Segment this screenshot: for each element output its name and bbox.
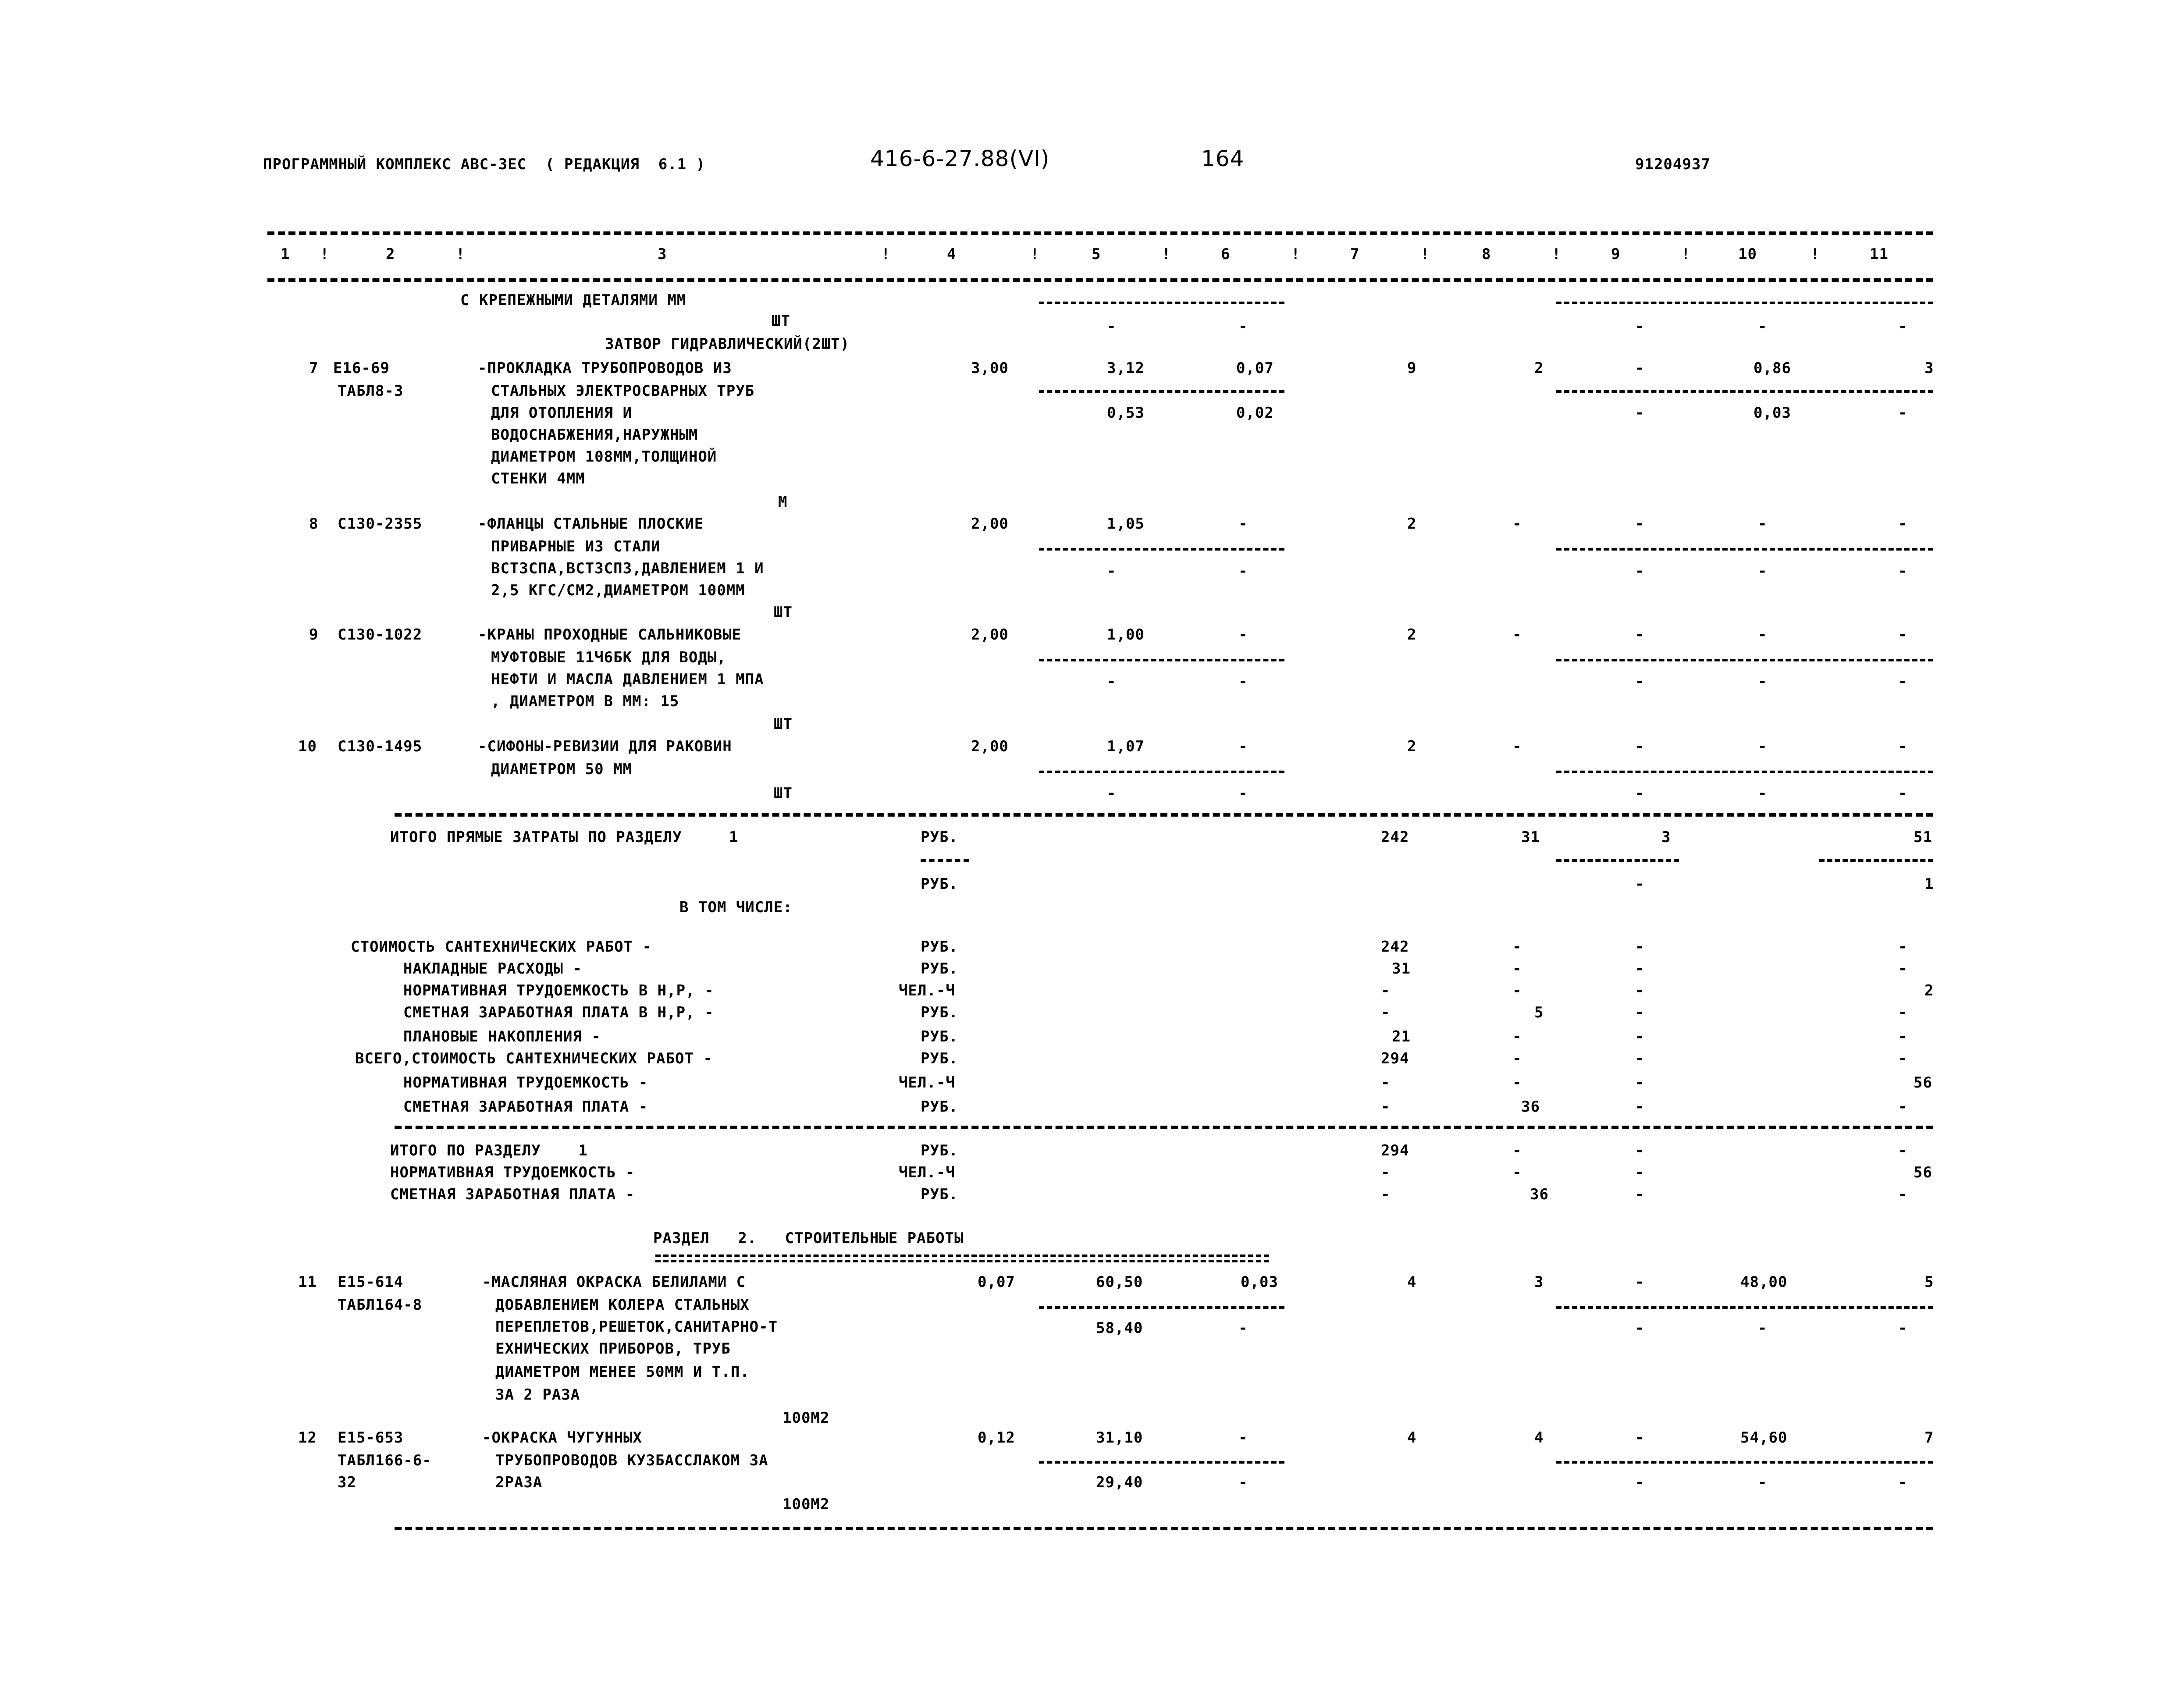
cell-c9b: - <box>1635 318 1645 335</box>
cell-c5: 3,12 <box>1107 359 1145 377</box>
breakdown-c7: 294 <box>1381 1050 1409 1067</box>
cell-c7: 2 <box>1407 738 1417 755</box>
col-num: 3 <box>658 245 667 263</box>
cell-c5: 1,00 <box>1107 626 1145 643</box>
sectotal-c8: - <box>1512 1142 1522 1159</box>
desc-line: -ПРОКЛАДКА ТРУБОПРОВОДОВ ИЗ <box>478 359 732 377</box>
col-sep: ! <box>1681 245 1691 263</box>
breakdown-label: СМЕТНАЯ ЗАРАБОТНАЯ ПЛАТА В Н,Р, - <box>403 1004 714 1021</box>
cell-c11b: - <box>1898 1474 1908 1491</box>
cell-c9: - <box>1635 738 1645 755</box>
cell-c6b: - <box>1238 1474 1248 1491</box>
breakdown-label: СТОИМОСТЬ САНТЕХНИЧЕСКИХ РАБОТ - <box>351 938 652 956</box>
sectotal-c11: 56 <box>1914 1164 1932 1181</box>
breakdown-unit: РУБ. <box>921 1050 958 1067</box>
desc-line: ПЕРЕПЛЕТОВ,РЕШЕТОК,САНИТАРНО-Т <box>495 1318 778 1336</box>
cell-c9b: - <box>1635 1319 1645 1337</box>
cell-rule <box>1819 859 1933 862</box>
cell-rule <box>1556 1461 1933 1464</box>
cell-rule <box>1556 390 1933 393</box>
cell-c11: - <box>1898 626 1908 643</box>
desc-line: 100М2 <box>783 1409 830 1427</box>
cell-c5: 1,05 <box>1107 515 1145 533</box>
breakdown-c9: - <box>1635 1098 1645 1116</box>
cell-rule <box>1556 1306 1933 1309</box>
program-header: ПРОГРАММНЫЙ КОМПЛЕКС АВС-3ЕС ( РЕДАКЦИЯ 6.1 ) <box>263 156 706 173</box>
cell-rule <box>1556 302 1933 304</box>
row-code-table: 32 <box>338 1474 356 1491</box>
breakdown-label: НОРМАТИВНАЯ ТРУДОЕМКОСТЬ - <box>403 1074 648 1091</box>
cell-c6b: - <box>1238 673 1248 690</box>
cell-c7: 4 <box>1407 1273 1417 1291</box>
cell-c9b: - <box>1635 562 1645 580</box>
desc-line: ШТ <box>772 312 790 330</box>
breakdown-label: НОРМАТИВНАЯ ТРУДОЕМКОСТЬ В Н,Р, - <box>403 982 714 999</box>
breakdown-c9: - <box>1635 1074 1645 1091</box>
total-c11: 51 <box>1914 828 1932 846</box>
cell-rule <box>1039 1461 1284 1464</box>
cell-rule <box>1556 771 1933 773</box>
cell-rule <box>1556 548 1933 551</box>
cell-qty: 2,00 <box>971 515 1009 533</box>
desc-line: СТАЛЬНЫХ ЭЛЕКТРОСВАРНЫХ ТРУБ <box>491 382 755 400</box>
cell-c6b: - <box>1238 562 1248 580</box>
col-num: 1 <box>281 245 290 263</box>
breakdown-unit: РУБ. <box>921 1004 958 1021</box>
cell-c6: 0,03 <box>1241 1273 1278 1291</box>
col-sep: ! <box>1162 245 1171 263</box>
cell-c6: - <box>1238 626 1248 643</box>
cell-c11b: - <box>1898 1319 1908 1337</box>
desc-line: -КРАНЫ ПРОХОДНЫЕ САЛЬНИКОВЫЕ <box>478 626 742 643</box>
total-c9: 3 <box>1661 828 1671 846</box>
cell-rule <box>1039 390 1284 393</box>
desc-line: ДИАМЕТРОМ МЕНЕЕ 50ММ И Т.П. <box>495 1363 750 1381</box>
breakdown-unit: РУБ. <box>921 938 958 956</box>
sectotal-label: ИТОГО ПО РАЗДЕЛУ 1 <box>390 1142 588 1159</box>
cell-c8: - <box>1512 515 1522 533</box>
cell-c7: 2 <box>1407 626 1417 643</box>
desc-line: 2,5 КГС/СМ2,ДИАМЕТРОМ 100ММ <box>491 582 745 599</box>
cell-c10b: - <box>1758 318 1768 335</box>
cell-qty: 3,00 <box>971 359 1009 377</box>
sectotal-unit: ЧЕЛ.-Ч <box>899 1164 955 1181</box>
cell-c11b: - <box>1898 404 1908 422</box>
cell-c6b: 0,02 <box>1236 404 1274 422</box>
cell-c7: 4 <box>1407 1429 1417 1446</box>
row-num: 9 <box>309 626 319 643</box>
desc-line: ЕХНИЧЕСКИХ ПРИБОРОВ, ТРУБ <box>495 1340 731 1358</box>
section-total-rule <box>395 1126 1933 1129</box>
cell-c6: - <box>1238 1429 1248 1446</box>
breakdown-c8: - <box>1512 982 1522 999</box>
breakdown-c7: 242 <box>1381 938 1409 956</box>
row-code: Е15-653 <box>338 1429 404 1446</box>
breakdown-label: ВСЕГО,СТОИМОСТЬ САНТЕХНИЧЕСКИХ РАБОТ - <box>355 1050 713 1067</box>
col-sep: ! <box>320 245 330 263</box>
cell-c10: - <box>1758 626 1768 643</box>
total-c8: 31 <box>1521 828 1540 846</box>
desc-line: ВОДОСНАБЖЕНИЯ,НАРУЖНЫМ <box>491 426 698 444</box>
sectotal-unit: РУБ. <box>921 1186 958 1203</box>
breakdown-c7: 21 <box>1392 1028 1411 1045</box>
breakdown-label: ПЛАНОВЫЕ НАКОПЛЕНИЯ - <box>403 1028 601 1045</box>
cell-c9: - <box>1635 515 1645 533</box>
handwritten-code: 416-6-27.88(VI) <box>870 146 1050 171</box>
breakdown-c11: - <box>1898 1098 1908 1116</box>
breakdown-c11: 56 <box>1914 1074 1932 1091</box>
desc-line: ШТ <box>774 785 793 802</box>
cell-c11b: - <box>1898 673 1908 690</box>
desc-line: М <box>778 493 788 511</box>
total-c7: 242 <box>1381 828 1409 846</box>
desc-line: ДИАМЕТРОМ 108ММ,ТОЛЩИНОЙ <box>491 448 717 466</box>
cell-qty: 0,12 <box>978 1429 1015 1446</box>
breakdown-label: НАКЛАДНЫЕ РАСХОДЫ - <box>403 960 582 977</box>
cell-c11b: - <box>1898 318 1908 335</box>
desc-line: -ОКРАСКА ЧУГУННЫХ <box>482 1429 642 1446</box>
desc-line: -МАСЛЯНАЯ ОКРАСКА БЕЛИЛАМИ С <box>482 1273 746 1291</box>
breakdown-c7: - <box>1381 1098 1391 1116</box>
cell-c5b: 58,40 <box>1096 1319 1143 1337</box>
cell-c10b: 0,03 <box>1754 404 1791 422</box>
cell-c9b: - <box>1635 785 1645 802</box>
desc-line: ПРИВАРНЫЕ ИЗ СТАЛИ <box>491 538 661 555</box>
cell-c9b: - <box>1635 673 1645 690</box>
cell-c9: - <box>1635 626 1645 643</box>
breakdown-unit: РУБ. <box>921 960 958 977</box>
row-code-table: ТАБЛ164-8 <box>338 1296 423 1314</box>
cell-rule <box>1039 659 1284 661</box>
section-title-underline <box>655 1255 1269 1262</box>
breakdown-c8: - <box>1512 938 1522 956</box>
desc-line: , ДИАМЕТРОМ В ММ: 15 <box>491 693 679 710</box>
breakdown-c11: - <box>1898 1050 1908 1067</box>
breakdown-c7: 31 <box>1392 960 1411 977</box>
cell-c9b: - <box>1635 404 1645 422</box>
cell-c10: 0,86 <box>1754 359 1791 377</box>
desc-line: ШТ <box>774 715 793 733</box>
desc-line: ВСТ3СПА,ВСТ3СП3,ДАВЛЕНИЕМ 1 И <box>491 560 764 577</box>
cell-c6b: - <box>1238 1319 1248 1337</box>
sectotal-c7: - <box>1381 1164 1391 1181</box>
cell-c10: - <box>1758 515 1768 533</box>
breakdown-c7: - <box>1381 1004 1391 1021</box>
desc-line: СТЕНКИ 4ММ <box>491 470 585 487</box>
breakdown-c9: - <box>1635 1004 1645 1021</box>
sectotal-label: НОРМАТИВНАЯ ТРУДОЕМКОСТЬ - <box>390 1164 635 1181</box>
cell-c9: - <box>1635 1429 1645 1446</box>
cell-c8: - <box>1512 626 1522 643</box>
row-num: 10 <box>298 738 317 755</box>
row-code: Е15-614 <box>338 1273 404 1291</box>
breakdown-c9: - <box>1635 960 1645 977</box>
page-number: 164 <box>1201 146 1245 171</box>
breakdown-c11: - <box>1898 1028 1908 1045</box>
row-code: С130-1495 <box>338 738 423 755</box>
sectotal-unit: РУБ. <box>921 1142 958 1159</box>
table-bottom-rule <box>395 1527 1933 1530</box>
table-top-rule <box>267 231 1933 235</box>
cell-qty: 2,00 <box>971 626 1009 643</box>
desc-line: -ФЛАНЦЫ СТАЛЬНЫЕ ПЛОСКИЕ <box>478 515 704 533</box>
col-num: 10 <box>1738 245 1757 263</box>
sectotal-c7: - <box>1381 1186 1391 1203</box>
total-unit2: РУБ. <box>921 875 958 893</box>
cell-c6: - <box>1238 738 1248 755</box>
cell-c9b: - <box>1635 1474 1645 1491</box>
cell-rule <box>1039 1306 1284 1309</box>
cell-c10b: - <box>1758 673 1768 690</box>
cell-c5: 1,07 <box>1107 738 1145 755</box>
breakdown-c8: 5 <box>1534 1004 1544 1021</box>
cell-c5b: - <box>1107 673 1117 690</box>
breakdown-c11: 2 <box>1924 982 1934 999</box>
col-num: 5 <box>1092 245 1101 263</box>
section-2-title: РАЗДЕЛ 2. СТРОИТЕЛЬНЫЕ РАБОТЫ <box>653 1230 964 1247</box>
breakdown-c9: - <box>1635 982 1645 999</box>
cell-c11b: - <box>1898 785 1908 802</box>
desc-line: НЕФТИ И МАСЛА ДАВЛЕНИЕМ 1 МПА <box>491 671 764 688</box>
sectotal-c9: - <box>1635 1164 1645 1181</box>
cell-c6b: - <box>1238 318 1248 335</box>
row-num: 11 <box>298 1273 317 1291</box>
col-sep: ! <box>881 245 891 263</box>
col-num: 6 <box>1221 245 1231 263</box>
cell-rule <box>1039 771 1284 773</box>
row-num: 12 <box>298 1429 317 1446</box>
col-sep: ! <box>1811 245 1820 263</box>
breakdown-unit: ЧЕЛ.-Ч <box>899 1074 955 1091</box>
cell-c6b: - <box>1238 785 1248 802</box>
row-code: С130-2355 <box>338 515 423 533</box>
col-num: 7 <box>1350 245 1360 263</box>
doc-id: 91204937 <box>1635 156 1711 173</box>
col-num: 9 <box>1611 245 1621 263</box>
sectotal-c9: - <box>1635 1142 1645 1159</box>
cell-c8: 3 <box>1534 1273 1544 1291</box>
cell-c8: 4 <box>1534 1429 1544 1446</box>
cell-c8: 2 <box>1534 359 1544 377</box>
cell-c10: 48,00 <box>1740 1273 1788 1291</box>
breakdown-c8: - <box>1512 960 1522 977</box>
col-sep: ! <box>1030 245 1040 263</box>
breakdown-unit: ЧЕЛ.-Ч <box>899 982 955 999</box>
desc-line: МУФТОВЫЕ 11Ч6БК ДЛЯ ВОДЫ, <box>491 649 726 666</box>
col-sep: ! <box>1291 245 1301 263</box>
cell-c11: 3 <box>1924 359 1934 377</box>
col-num: 4 <box>947 245 957 263</box>
col-num: 2 <box>386 245 395 263</box>
desc-line: ДЛЯ ОТОПЛЕНИЯ И <box>491 404 633 422</box>
breakdown-c11: - <box>1898 960 1908 977</box>
sectotal-c9: - <box>1635 1186 1645 1203</box>
sectotal-c8: 36 <box>1530 1186 1549 1203</box>
cell-qty: 0,07 <box>978 1273 1015 1291</box>
desc-line: ЗА 2 РАЗА <box>495 1386 580 1404</box>
cell-c10b: - <box>1758 562 1768 580</box>
cell-c10b: - <box>1758 1474 1768 1491</box>
sectotal-c11: - <box>1898 1142 1908 1159</box>
cell-c10: 54,60 <box>1740 1429 1788 1446</box>
cell-rule <box>1039 302 1284 304</box>
cell-c5b: - <box>1107 318 1117 335</box>
col-num: 11 <box>1870 245 1889 263</box>
cell-c11: - <box>1898 515 1908 533</box>
col-num: 8 <box>1482 245 1491 263</box>
breakdown-c8: 36 <box>1521 1098 1540 1116</box>
cell-c5: 31,10 <box>1096 1429 1143 1446</box>
col-sep: ! <box>1420 245 1430 263</box>
desc-line: ШТ <box>774 604 793 621</box>
row-code: С130-1022 <box>338 626 423 643</box>
desc-line: ТРУБОПРОВОДОВ КУЗБАССЛАКОМ ЗА <box>495 1452 768 1469</box>
col-sep: ! <box>456 245 466 263</box>
total-c11b: 1 <box>1924 875 1934 893</box>
cell-qty: 2,00 <box>971 738 1009 755</box>
total-label: ИТОГО ПРЯМЫЕ ЗАТРАТЫ ПО РАЗДЕЛУ 1 <box>390 828 739 846</box>
sectotal-c11: - <box>1898 1186 1908 1203</box>
row-code-table: ТАБЛ8-3 <box>338 382 404 400</box>
cell-c9: - <box>1635 1273 1645 1291</box>
cell-c5b: 29,40 <box>1096 1474 1143 1491</box>
row-num: 7 <box>309 359 319 377</box>
breakdown-c7: - <box>1381 1074 1391 1091</box>
cell-c10b: - <box>1758 785 1768 802</box>
cell-rule <box>921 859 969 862</box>
cell-c8: - <box>1512 738 1522 755</box>
breakdown-c7: - <box>1381 982 1391 999</box>
sectotal-c8: - <box>1512 1164 1522 1181</box>
cell-c6: - <box>1238 515 1248 533</box>
sectotal-label: СМЕТНАЯ ЗАРАБОТНАЯ ПЛАТА - <box>390 1186 635 1203</box>
breakdown-c8: - <box>1512 1050 1522 1067</box>
desc-line: ЗАТВОР ГИДРАВЛИЧЕСКИЙ(2ШТ) <box>605 335 850 353</box>
total-c9b: - <box>1635 875 1645 893</box>
cell-c7: 2 <box>1407 515 1417 533</box>
desc-line: ДИАМЕТРОМ 50 ММ <box>491 761 633 778</box>
cell-c10: - <box>1758 738 1768 755</box>
sectotal-c7: 294 <box>1381 1142 1409 1159</box>
cell-c11b: - <box>1898 562 1908 580</box>
cell-c7: 9 <box>1407 359 1417 377</box>
cell-c5b: 0,53 <box>1107 404 1145 422</box>
breakdown-c8: - <box>1512 1074 1522 1091</box>
col-sep: ! <box>1552 245 1562 263</box>
cell-c11: 7 <box>1924 1429 1934 1446</box>
row-code-table: ТАБЛ166-6- <box>338 1452 432 1469</box>
cell-c11: 5 <box>1924 1273 1934 1291</box>
desc-line: 100М2 <box>783 1496 830 1513</box>
breakdown-c8: - <box>1512 1028 1522 1045</box>
including-label: В ТОМ ЧИСЛЕ: <box>679 899 793 916</box>
desc-line: С КРЕПЕЖНЫМИ ДЕТАЛЯМИ ММ <box>460 291 687 309</box>
cell-c5b: - <box>1107 562 1117 580</box>
breakdown-unit: РУБ. <box>921 1028 958 1045</box>
breakdown-c9: - <box>1635 938 1645 956</box>
breakdown-unit: РУБ. <box>921 1098 958 1116</box>
breakdown-c9: - <box>1635 1050 1645 1067</box>
cell-rule <box>1556 659 1933 661</box>
cell-c6: 0,07 <box>1236 359 1274 377</box>
breakdown-c11: - <box>1898 938 1908 956</box>
cell-c11: - <box>1898 738 1908 755</box>
row-num: 8 <box>309 515 319 533</box>
breakdown-label: СМЕТНАЯ ЗАРАБОТНАЯ ПЛАТА - <box>403 1098 648 1116</box>
desc-line: -СИФОНЫ-РЕВИЗИИ ДЛЯ РАКОВИН <box>478 738 732 755</box>
desc-line: ДОБАВЛЕНИЕМ КОЛЕРА СТАЛЬНЫХ <box>495 1296 750 1314</box>
breakdown-c9: - <box>1635 1028 1645 1045</box>
cell-rule <box>1039 548 1284 551</box>
header-bottom-rule <box>267 278 1933 282</box>
row-code: Е16-69 <box>333 359 390 377</box>
cell-c5b: - <box>1107 785 1117 802</box>
cell-c5: 60,50 <box>1096 1273 1143 1291</box>
cell-c10b: - <box>1758 1319 1768 1337</box>
cell-rule <box>1556 859 1679 862</box>
total-unit: РУБ. <box>921 828 958 846</box>
desc-line: 2РАЗА <box>495 1474 543 1491</box>
cell-c9: - <box>1635 359 1645 377</box>
totals-rule <box>395 813 1933 817</box>
breakdown-c11: - <box>1898 1004 1908 1021</box>
